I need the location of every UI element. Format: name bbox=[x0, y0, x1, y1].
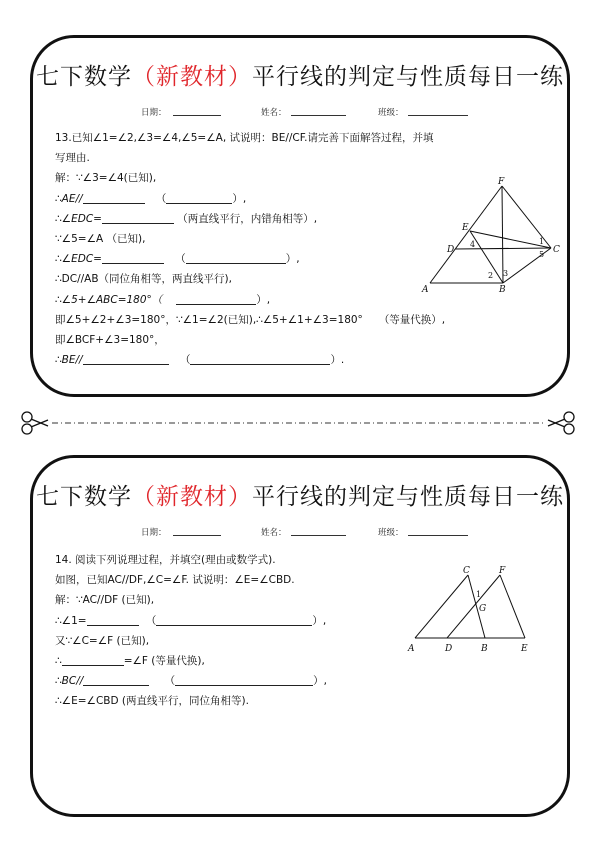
reason-blank[interactable] bbox=[176, 292, 256, 305]
paren-open: （ bbox=[164, 675, 176, 688]
solution-step-1: 解：∵∠3=∠4(已知), bbox=[55, 172, 157, 185]
point-A: A bbox=[408, 644, 415, 654]
title-suffix: 平行线的判定与性质每日一练 bbox=[252, 484, 564, 510]
angle-label-5: 5 bbox=[539, 250, 545, 259]
paren-close: ）, bbox=[256, 293, 271, 306]
geometry-figure-14 bbox=[403, 563, 563, 663]
paren-open: （ bbox=[155, 192, 167, 205]
angle-label-1: 1 bbox=[539, 237, 545, 246]
angle-label-3: 3 bbox=[503, 269, 509, 278]
solution-step-10 bbox=[55, 350, 555, 370]
point-B: B bbox=[481, 644, 488, 654]
problem-statement-cont: 写理由. bbox=[55, 152, 90, 165]
paren-close: ）, bbox=[313, 675, 327, 688]
step-text: ∴∠1= bbox=[55, 614, 87, 627]
card-title bbox=[33, 58, 567, 91]
paren-open: （ bbox=[179, 354, 191, 367]
step-text: ∴∠EDC= bbox=[55, 253, 102, 266]
reason-blank[interactable] bbox=[190, 352, 330, 365]
step-text: ∴∠EDC= bbox=[55, 212, 102, 225]
point-E: E bbox=[521, 644, 528, 654]
angle-label-1: 1 bbox=[476, 590, 482, 599]
scissors-icon bbox=[548, 412, 574, 434]
point-D: D bbox=[445, 644, 453, 654]
solution-step-5 bbox=[55, 671, 555, 691]
step-reason: （两直线平行，内错角相等）, bbox=[177, 212, 318, 225]
problem-statement: 如图，已知AC//DF,∠C=∠F. 试说明：∠E=∠CBD. bbox=[55, 574, 295, 587]
paren-close-end: ）. bbox=[330, 354, 345, 367]
step-text: ∴BC// bbox=[55, 675, 84, 688]
problem-instruction: 14. 阅读下列说理过程，并填空(理由或数学式). bbox=[55, 554, 276, 566]
step-text: ∴AE// bbox=[55, 192, 83, 205]
point-B: B bbox=[499, 285, 506, 295]
class-field[interactable] bbox=[408, 526, 468, 536]
paren-open: （ bbox=[175, 253, 186, 266]
cut-line-divider bbox=[18, 408, 578, 438]
answer-blank[interactable] bbox=[83, 352, 169, 365]
reason-blank[interactable] bbox=[175, 673, 313, 686]
answer-blank[interactable] bbox=[83, 191, 145, 204]
paren-open: （ bbox=[145, 614, 157, 627]
point-C: C bbox=[463, 566, 470, 576]
geometry-figure-13 bbox=[415, 176, 560, 296]
title-highlight: （新教材） bbox=[132, 64, 252, 90]
answer-blank[interactable] bbox=[87, 613, 139, 626]
step-text-cont: =∠F (等量代换), bbox=[123, 654, 205, 667]
title-suffix: 平行线的判定与性质每日一练 bbox=[252, 64, 564, 90]
date-label: 日期： bbox=[141, 528, 167, 538]
step-reason: （等量代换）, bbox=[378, 313, 446, 326]
reason-blank[interactable] bbox=[156, 613, 312, 626]
point-E: E bbox=[462, 223, 469, 233]
name-label: 姓名： bbox=[261, 108, 287, 118]
solution-step-6: ∴∠E=∠CBD (两直线平行，同位角相等). bbox=[55, 695, 249, 708]
step-text: ∴BE// bbox=[55, 354, 83, 367]
title-highlight: （新教材） bbox=[132, 484, 252, 510]
class-field[interactable] bbox=[408, 106, 468, 116]
worksheet-card-2 bbox=[30, 455, 570, 817]
point-D: D bbox=[447, 245, 455, 255]
name-field[interactable] bbox=[291, 526, 346, 536]
class-label: 班级： bbox=[378, 528, 404, 538]
paren-close: ）, bbox=[312, 614, 327, 627]
solution-step-9: 即∠BCF+∠3=180°， bbox=[55, 333, 165, 346]
step-text: ∴∠5+∠ABC=180°（ bbox=[55, 293, 163, 306]
date-field[interactable] bbox=[173, 106, 221, 116]
point-C: C bbox=[553, 245, 560, 255]
point-A: A bbox=[422, 285, 429, 295]
name-label: 姓名： bbox=[261, 528, 287, 538]
solution-step-6: ∴DC//AB（同位角相等，两直线平行), bbox=[55, 273, 232, 286]
point-F: F bbox=[499, 566, 506, 576]
answer-blank[interactable] bbox=[102, 211, 174, 224]
answer-blank[interactable] bbox=[62, 653, 124, 666]
step-text: ∴ bbox=[55, 654, 62, 667]
problem-statement: 13.已知∠1=∠2,∠3=∠4,∠5=∠A, 试说明：BE//CF.请完善下面解答过程，并填 bbox=[55, 132, 434, 144]
reason-blank[interactable] bbox=[166, 191, 232, 204]
paren-close: ）, bbox=[232, 192, 247, 205]
class-label: 班级： bbox=[378, 108, 404, 118]
step-text: 即∠5+∠2+∠3=180°，∵∠1=∠2(已知),∴∠5+∠1+∠3=180° bbox=[55, 313, 363, 326]
name-field[interactable] bbox=[291, 106, 346, 116]
paren-close: ）, bbox=[285, 253, 300, 266]
reason-blank[interactable] bbox=[186, 251, 286, 264]
solution-step-3: 又∵∠C=∠F (已知), bbox=[55, 634, 150, 647]
title-prefix: 七下数学 bbox=[36, 64, 132, 90]
date-label: 日期： bbox=[141, 108, 167, 118]
worksheet-card-1 bbox=[30, 35, 570, 397]
answer-blank[interactable] bbox=[83, 673, 149, 686]
angle-label-2: 2 bbox=[488, 271, 494, 280]
date-field[interactable] bbox=[173, 526, 221, 536]
card-title bbox=[33, 478, 567, 511]
solution-step-8 bbox=[55, 310, 555, 330]
scissors-icon bbox=[22, 412, 48, 434]
point-F: F bbox=[498, 177, 505, 187]
solution-step-1: 解：∵AC//DF (已知), bbox=[55, 594, 155, 607]
answer-blank[interactable] bbox=[102, 251, 164, 264]
angle-label-4: 4 bbox=[470, 240, 476, 249]
solution-step-4: ∵∠5=∠A （已知), bbox=[55, 232, 146, 245]
title-prefix: 七下数学 bbox=[36, 484, 132, 510]
point-G: G bbox=[479, 604, 487, 614]
